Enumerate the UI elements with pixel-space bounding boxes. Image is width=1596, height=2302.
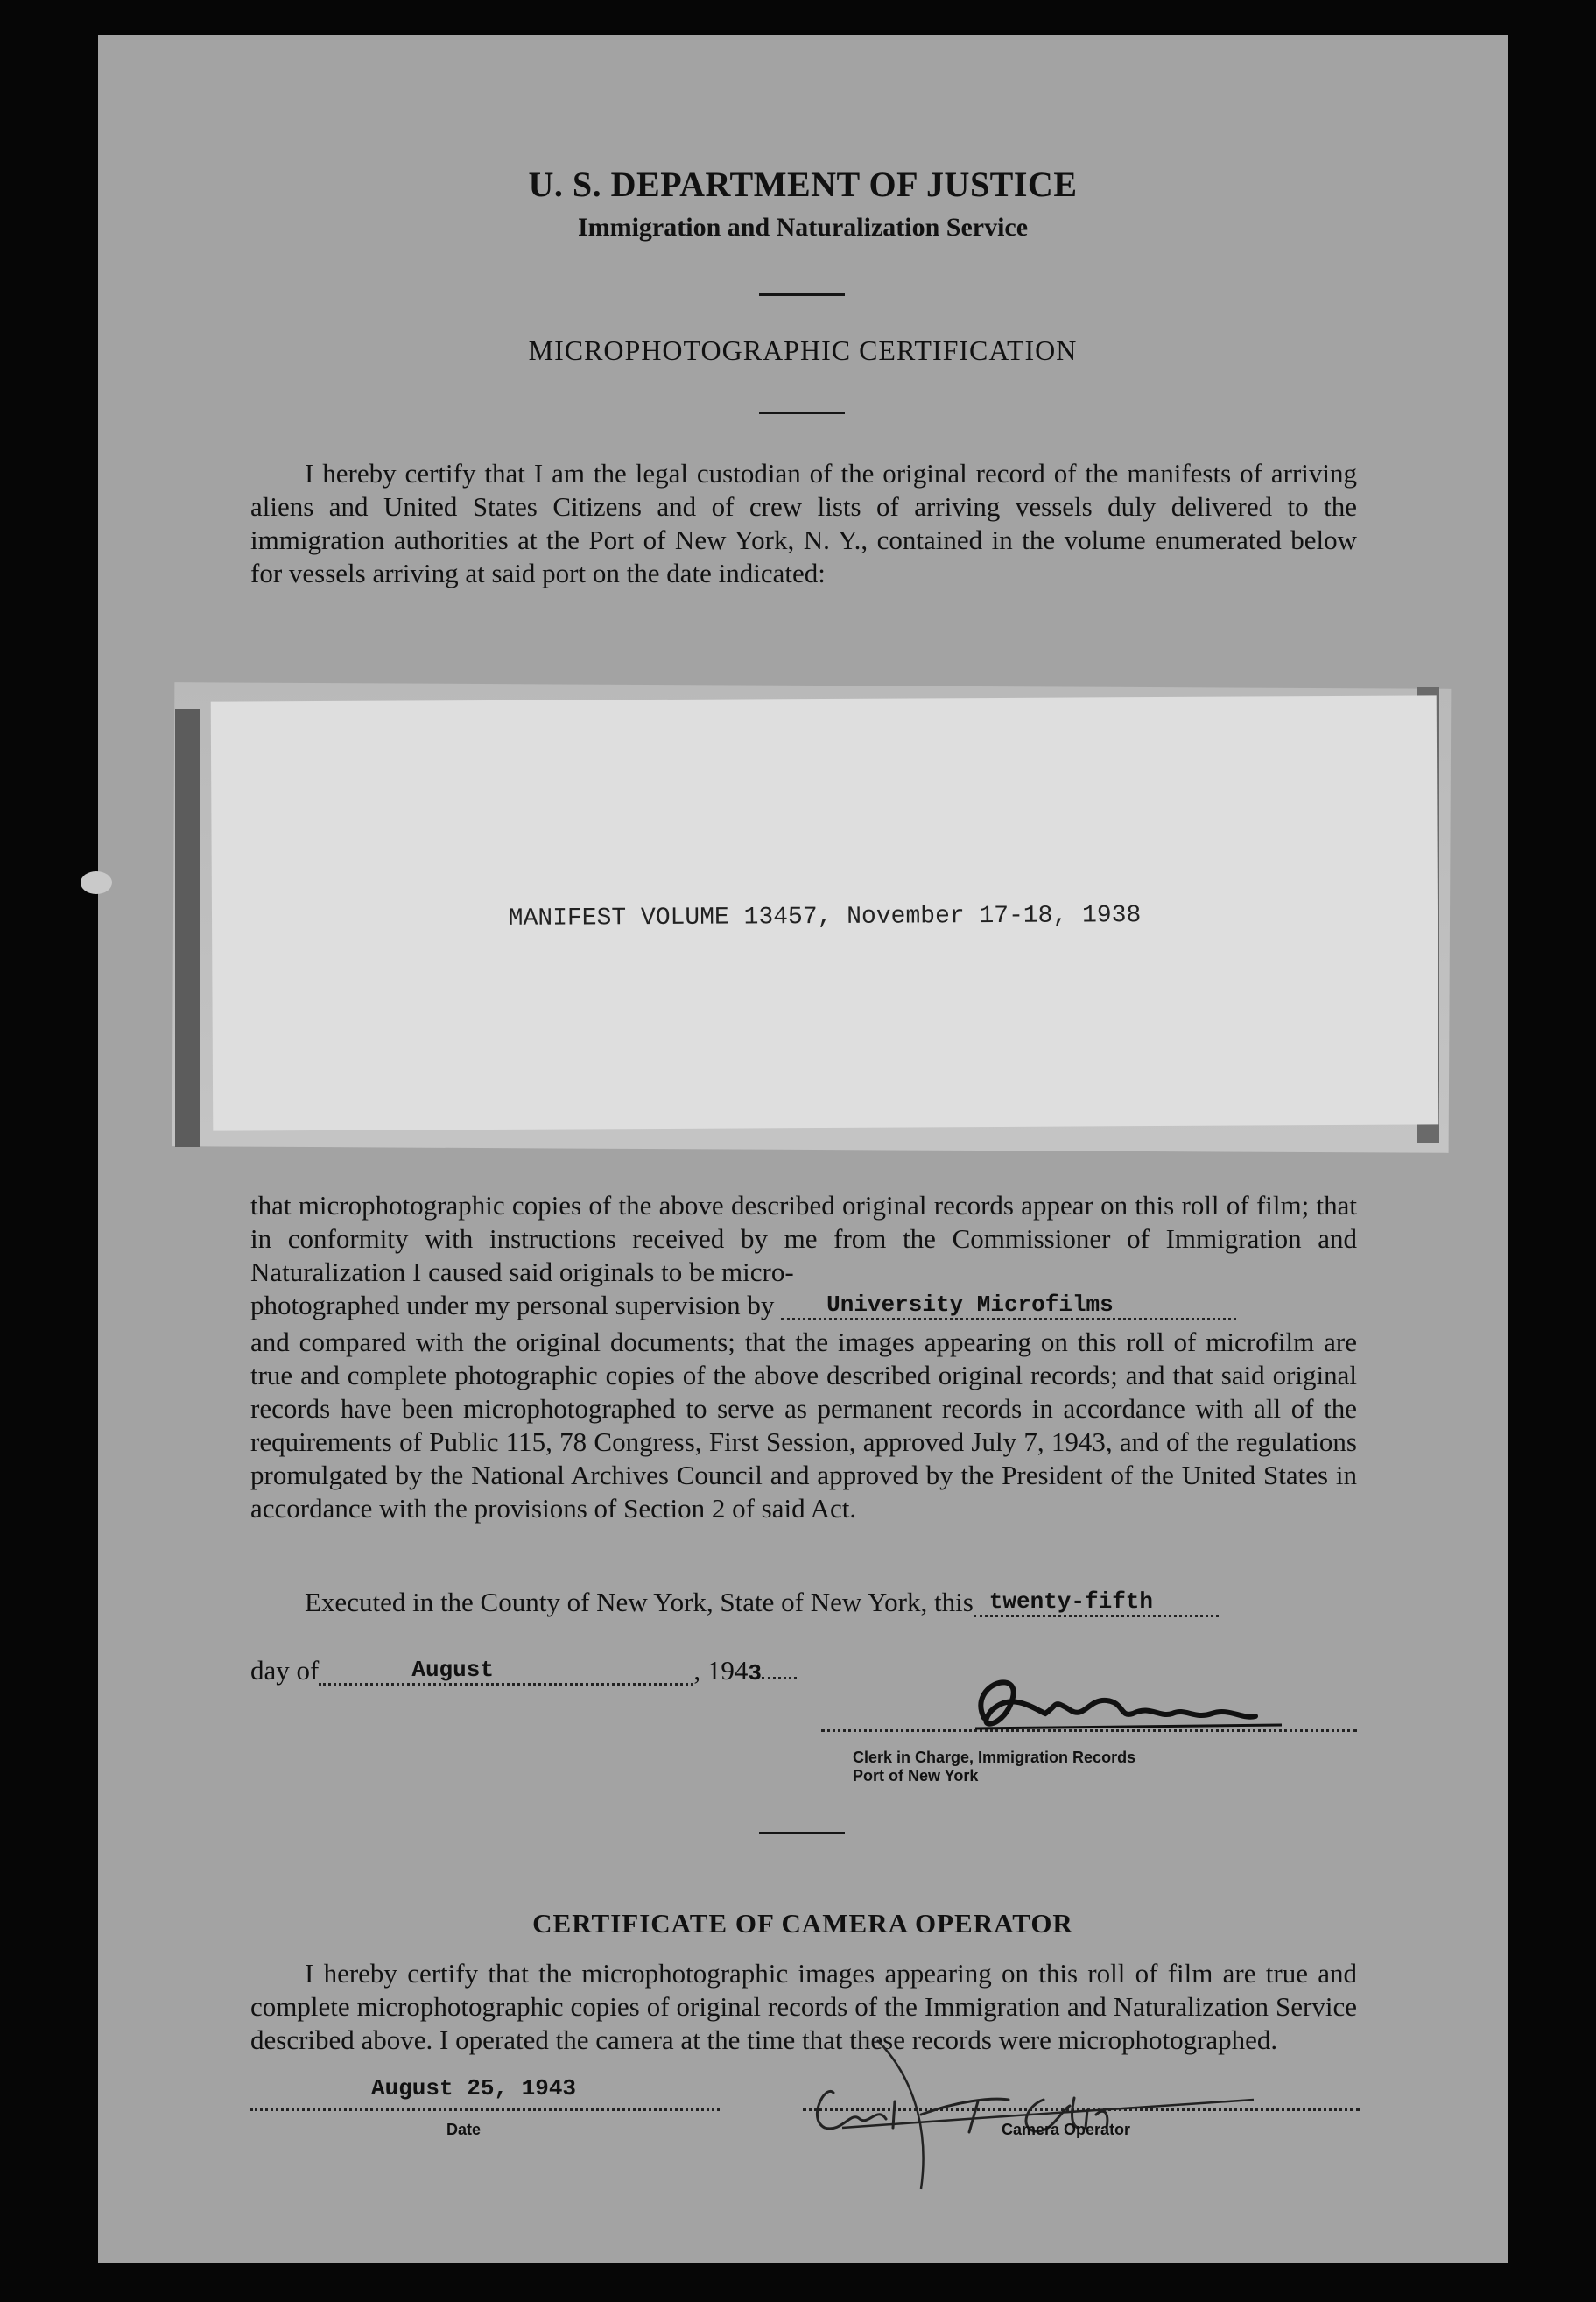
clerk-caption-line1: Clerk in Charge, Immigration Records [853, 1749, 1136, 1766]
month-field [319, 1651, 693, 1686]
month-value: August [411, 1657, 494, 1683]
year-prefix: , 194 [693, 1655, 749, 1686]
service-subheading: Immigration and Naturalization Service [577, 213, 1029, 242]
supervision-prefix: photographed under my personal supervision by [250, 1290, 775, 1320]
slip-shadow-left [175, 709, 200, 1147]
camera-certificate-title: CERTIFICATE OF CAMERA OPERATOR [532, 1908, 1073, 1939]
date-value: August 25, 1943 [371, 2075, 577, 2101]
paper-blemish [81, 871, 112, 894]
volume-slip [211, 695, 1439, 1130]
operator-signature [790, 2023, 1280, 2198]
year-field-dots [762, 1677, 797, 1679]
operator-label: Camera Operator [1002, 2121, 1131, 2138]
camera-paragraph: I hereby certify that the microphotographic images appearing on this roll of film are true and complete microphotographic copies of original records of the Immigration and Naturalization Service described above. I operated the camera at the time that these records were microphotographed. [250, 1958, 1357, 2055]
divider-rule [759, 1832, 845, 1834]
date-label: Date [446, 2121, 482, 2138]
date-line [250, 2108, 720, 2111]
supervision-line [250, 1290, 1357, 1324]
certificate-title: MICROPHOTOGRAPHIC CERTIFICATION [528, 334, 1078, 366]
divider-rule [759, 293, 845, 296]
execution-line [305, 1587, 1357, 1621]
clerk-caption [853, 1749, 1135, 1785]
month-line [250, 1655, 1038, 1689]
day-field [974, 1583, 1219, 1617]
clerk-signature [949, 1665, 1299, 1744]
divider-rule [759, 412, 845, 414]
body-paragraph-rest: and compared with the original documents; that the images appearing on this roll of microfilm are true and complete photographic copies of the above described original records; and that said original records have been microphotographed to serve as permanent records in accordance with all of the requirements of Public 115, 78 Congress, First Session, approved July 7, 1943, and of the regulations promulgated by the National Archives Council and approved by the President of the United States in accordance with the provisions of Section 2 of said Act. [250, 1327, 1357, 1524]
day-value: twenty-fifth [988, 1588, 1153, 1615]
year-digit: 3 [748, 1660, 762, 1686]
supervisor-value: University Microfilms [826, 1292, 1114, 1318]
certificate-sheet [98, 35, 1508, 2263]
supervisor-field [781, 1286, 1236, 1320]
day-of-label: day of [250, 1655, 320, 1686]
body-paragraph-start: that microphotographic copies of the above described original records appear on this roll of film; that in conformity with instructions received by me from the Commissioner of Immigration and Naturalization I caused said originals to be micro- [250, 1190, 1357, 1287]
clerk-caption-line2: Port of New York [853, 1767, 979, 1785]
manifest-volume-text: MANIFEST VOLUME 13457, November 17-18, 1938 [508, 902, 1142, 933]
department-heading: U. S. DEPARTMENT OF JUSTICE [528, 165, 1078, 204]
intro-paragraph: I hereby certify that I am the legal custodian of the original record of the manifests of arriving aliens and United States Citizens and of crew lists of arriving vessels duly delivered to the immigration authorities at the Port of New York, N. Y., contained in the volume enumerated below for vessels arriving at said port on the date indicated: [250, 458, 1357, 588]
execution-prefix: Executed in the County of New York, State of New York, this [305, 1587, 974, 1617]
